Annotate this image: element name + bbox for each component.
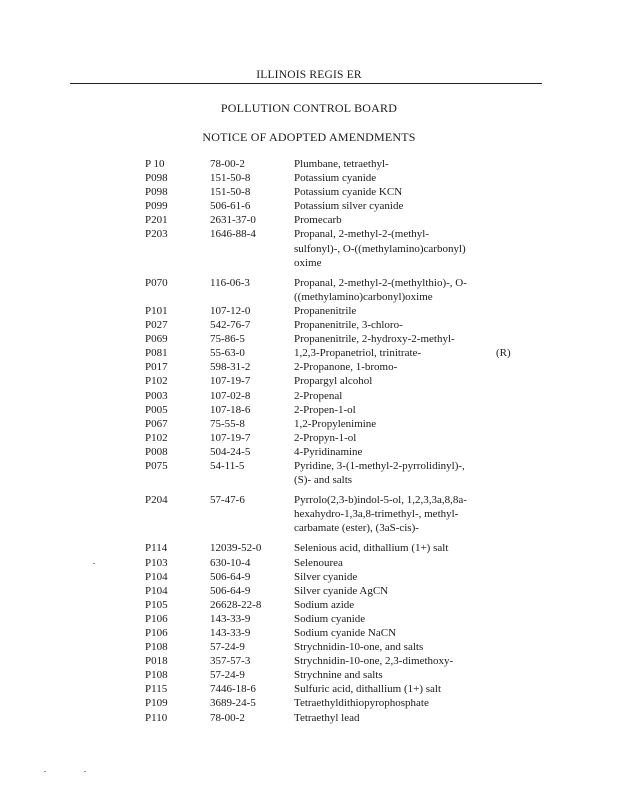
chemical-name-line: Propanenitrile bbox=[294, 304, 357, 317]
table-row bbox=[0, 389, 618, 403]
chemical-name-line: 1,2-Propylenimine bbox=[294, 417, 377, 430]
table-row bbox=[0, 199, 618, 213]
chemical-name bbox=[294, 417, 494, 431]
waste-code: P017 bbox=[145, 361, 168, 374]
waste-code: P103 bbox=[145, 556, 168, 569]
register-title: ILLINOIS REGIS ER bbox=[256, 69, 362, 81]
cas-number: 107-02-8 bbox=[210, 389, 251, 402]
chemical-name-line: Propanenitrile, 3-chloro- bbox=[294, 319, 403, 332]
chemical-name bbox=[294, 696, 494, 710]
scan-speck bbox=[84, 771, 86, 772]
chemical-name bbox=[294, 157, 494, 171]
hazard-note: (R) bbox=[496, 347, 511, 360]
scan-speck bbox=[93, 563, 95, 564]
cas-number: 542-76-7 bbox=[210, 319, 251, 332]
chemical-name-line: Potassium cyanide KCN bbox=[294, 186, 403, 199]
table-row bbox=[0, 360, 618, 374]
cas-number: 504-24-5 bbox=[210, 445, 251, 458]
chemical-name bbox=[294, 612, 494, 626]
table-row bbox=[0, 654, 618, 668]
chemical-name bbox=[294, 556, 494, 570]
chemical-name-line: Selenourea bbox=[294, 556, 343, 569]
table-row bbox=[0, 493, 618, 535]
chemical-name-line: Sodium cyanide bbox=[294, 612, 366, 625]
cas-number: 1646-88-4 bbox=[210, 228, 256, 241]
chemical-name-line: 1,2,3-Propanetriol, trinitrate- bbox=[294, 347, 422, 360]
chemical-name bbox=[294, 227, 494, 269]
waste-code: P005 bbox=[145, 403, 168, 416]
chemical-name-line: 2-Propenal bbox=[294, 389, 343, 402]
waste-code: P070 bbox=[145, 276, 168, 289]
chemical-name-line: Promecarb bbox=[294, 214, 342, 227]
chemical-name bbox=[294, 276, 494, 304]
chemical-name-line: Strychnidin-10-one, 2,3-dimethoxy- bbox=[294, 655, 454, 668]
chemical-name bbox=[294, 598, 494, 612]
table-row bbox=[0, 304, 618, 318]
table-row bbox=[0, 374, 618, 388]
chemical-name-line: 4-Pyridinamine bbox=[294, 445, 363, 458]
chemical-name bbox=[294, 431, 494, 445]
chemical-name bbox=[294, 360, 494, 374]
table-row bbox=[0, 711, 618, 725]
chemical-name-line: hexahydro-1,3a,8-trimethyl-, methyl- bbox=[294, 508, 459, 521]
table-row bbox=[0, 171, 618, 185]
cas-number: 506-64-9 bbox=[210, 584, 251, 597]
table-row bbox=[0, 626, 618, 640]
cas-number: 54-11-5 bbox=[210, 459, 245, 472]
chemical-name-line: Potassium cyanide bbox=[294, 172, 377, 185]
table-row bbox=[0, 640, 618, 654]
waste-code: P104 bbox=[145, 570, 168, 583]
table-row bbox=[0, 185, 618, 199]
chemical-name-line: Propanenitrile, 2-hydroxy-2-methyl- bbox=[294, 333, 455, 346]
chemical-name-line: Potassium silver cyanide bbox=[294, 200, 404, 213]
chemical-name bbox=[294, 171, 494, 185]
chemical-name-line: sulfonyl)-, O-((methylamino)carbonyl) bbox=[294, 242, 466, 255]
chemical-name-line: 2-Propen-1-ol bbox=[294, 403, 356, 416]
waste-code: P067 bbox=[145, 417, 168, 430]
table-row bbox=[0, 276, 618, 304]
waste-code: P101 bbox=[145, 304, 168, 317]
chemical-name-line: Pyridine, 3-(1-methyl-2-pyrrolidinyl)-, bbox=[294, 459, 465, 472]
chemical-name-line: Sodium cyanide NaCN bbox=[294, 627, 397, 639]
cas-number: 57-47-6 bbox=[210, 494, 245, 507]
chemical-name bbox=[294, 626, 494, 640]
chemical-name-line: Plumbane, tetraethyl- bbox=[294, 158, 389, 170]
table-row bbox=[0, 445, 618, 459]
chemical-name-line: Tetraethyldithiopyrophosphate bbox=[294, 697, 429, 710]
chemical-name-line: oxime bbox=[294, 256, 322, 269]
cas-number: 630-10-4 bbox=[210, 556, 251, 569]
table-row bbox=[0, 584, 618, 598]
chemical-name-line: Selenious acid, dithallium (1+) salt bbox=[294, 542, 449, 555]
cas-number: 75-86-5 bbox=[210, 333, 245, 346]
table-row bbox=[0, 346, 618, 360]
cas-number: 357-57-3 bbox=[210, 655, 251, 668]
chemical-name bbox=[294, 493, 494, 535]
waste-code: P106 bbox=[145, 612, 168, 625]
chemical-name bbox=[294, 346, 494, 360]
cas-number: 57-24-9 bbox=[210, 641, 245, 654]
chemical-name-line: Tetraethyl lead bbox=[294, 711, 360, 724]
chemical-name-line: (S)- and salts bbox=[294, 474, 353, 487]
table-row bbox=[0, 668, 618, 682]
chemical-name bbox=[294, 654, 494, 668]
chemical-name bbox=[294, 403, 494, 417]
chemical-name-line: 2-Propanone, 1-bromo- bbox=[294, 361, 398, 374]
scan-speck bbox=[44, 771, 46, 772]
waste-code: P110 bbox=[145, 711, 168, 724]
register-header-line bbox=[70, 83, 542, 84]
chemical-name-line: Strychnidin-10-one, and salts bbox=[294, 641, 424, 654]
waste-code-list bbox=[0, 157, 618, 725]
chemical-name bbox=[294, 570, 494, 584]
table-row bbox=[0, 682, 618, 696]
waste-code: P102 bbox=[145, 431, 168, 444]
chemical-name-line: Strychnine and salts bbox=[294, 669, 383, 682]
chemical-name-line: Sodium azide bbox=[294, 598, 355, 611]
table-row bbox=[0, 459, 618, 487]
waste-code: P003 bbox=[145, 389, 168, 402]
chemical-name bbox=[294, 332, 494, 346]
chemical-name bbox=[294, 541, 494, 555]
cas-number: 598-31-2 bbox=[210, 361, 251, 374]
table-row bbox=[0, 318, 618, 332]
cas-number: 107-19-7 bbox=[210, 431, 251, 444]
waste-code: P069 bbox=[145, 333, 168, 346]
chemical-name bbox=[294, 389, 494, 403]
table-row bbox=[0, 431, 618, 445]
waste-code: P108 bbox=[145, 669, 168, 682]
waste-code: P 10 bbox=[145, 158, 165, 170]
cas-number: 2631-37-0 bbox=[210, 214, 256, 227]
waste-code: P099 bbox=[145, 200, 168, 213]
table-row bbox=[0, 227, 618, 269]
table-row bbox=[0, 332, 618, 346]
cas-number: 26628-22-8 bbox=[210, 598, 262, 611]
cas-number: 143-33-9 bbox=[210, 627, 251, 639]
table-row bbox=[0, 598, 618, 612]
table-row bbox=[0, 612, 618, 626]
chemical-name-line: Pyrrolo(2,3-b)indol-5-ol, 1,2,3,3a,8,8a- bbox=[294, 494, 467, 507]
cas-number: 506-61-6 bbox=[210, 200, 251, 213]
chemical-name-line: Propanal, 2-methyl-2-(methylthio)-, O- bbox=[294, 276, 467, 289]
waste-code: P081 bbox=[145, 347, 168, 360]
cas-number: 75-55-8 bbox=[210, 417, 245, 430]
waste-code: P201 bbox=[145, 214, 168, 227]
chemical-name-line: Propanal, 2-methyl-2-(methyl- bbox=[294, 228, 430, 241]
chemical-name bbox=[294, 304, 494, 318]
waste-code: P115 bbox=[145, 683, 168, 696]
waste-code: P203 bbox=[145, 228, 168, 241]
waste-code: P027 bbox=[145, 319, 168, 332]
chemical-name-line: Silver cyanide AgCN bbox=[294, 584, 389, 597]
chemical-name bbox=[294, 711, 494, 725]
cas-number: 78-00-2 bbox=[210, 711, 245, 724]
chemical-name bbox=[294, 199, 494, 213]
board-title: POLLUTION CONTROL BOARD bbox=[220, 101, 398, 115]
waste-code: P098 bbox=[145, 172, 168, 185]
waste-code: P105 bbox=[145, 598, 168, 611]
chemical-name bbox=[294, 584, 494, 598]
cas-number: 57-24-9 bbox=[210, 669, 245, 682]
cas-number: 116-06-3 bbox=[210, 276, 250, 289]
notice-title: NOTICE OF ADOPTED AMENDMENTS bbox=[202, 130, 416, 144]
waste-code: P106 bbox=[145, 627, 168, 639]
chemical-name bbox=[294, 459, 494, 487]
chemical-name bbox=[294, 318, 494, 332]
table-row bbox=[0, 417, 618, 431]
chemical-name-line: 2-Propyn-1-ol bbox=[294, 431, 357, 444]
chemical-name-line: Silver cyanide bbox=[294, 570, 358, 583]
cas-number: 143-33-9 bbox=[210, 612, 251, 625]
cas-number: 107-18-6 bbox=[210, 403, 251, 416]
chemical-name-line: Propargyl alcohol bbox=[294, 375, 373, 388]
chemical-name bbox=[294, 445, 494, 459]
waste-code: P109 bbox=[145, 697, 168, 710]
chemical-name bbox=[294, 682, 494, 696]
cas-number: 12039-52-0 bbox=[210, 542, 262, 555]
cas-number: 7446-18-6 bbox=[210, 683, 256, 696]
table-row bbox=[0, 213, 618, 227]
chemical-name bbox=[294, 213, 494, 227]
table-row bbox=[0, 541, 618, 555]
chemical-name bbox=[294, 640, 494, 654]
cas-number: 151-50-8 bbox=[210, 172, 251, 185]
cas-number: 107-12-0 bbox=[210, 304, 251, 317]
waste-code: P102 bbox=[145, 375, 168, 388]
table-row bbox=[0, 570, 618, 584]
table-row bbox=[0, 696, 618, 710]
chemical-name bbox=[294, 668, 494, 682]
chemical-name-line: Sulfuric acid, dithallium (1+) salt bbox=[294, 683, 442, 696]
waste-code: P204 bbox=[145, 494, 168, 507]
waste-code: P108 bbox=[145, 641, 168, 654]
table-row bbox=[0, 157, 618, 171]
cas-number: 506-64-9 bbox=[210, 570, 251, 583]
cas-number: 151-50-8 bbox=[210, 186, 251, 199]
cas-number: 107-19-7 bbox=[210, 375, 251, 388]
waste-code: P008 bbox=[145, 445, 168, 458]
waste-code: P018 bbox=[145, 655, 168, 668]
cas-number: 3689-24-5 bbox=[210, 697, 256, 710]
chemical-name bbox=[294, 374, 494, 388]
cas-number: 78-00-2 bbox=[210, 158, 245, 170]
chemical-name bbox=[294, 185, 494, 199]
waste-code: P114 bbox=[145, 542, 168, 555]
chemical-name-line: ((methylamino)carbonyl)oxime bbox=[294, 290, 433, 303]
chemical-name-line: carbamate (ester), (3aS-cis)- bbox=[294, 522, 419, 535]
waste-code: P098 bbox=[145, 186, 168, 199]
waste-code: P104 bbox=[145, 584, 168, 597]
table-row bbox=[0, 403, 618, 417]
cas-number: 55-63-0 bbox=[210, 347, 245, 360]
waste-code: P075 bbox=[145, 459, 168, 472]
